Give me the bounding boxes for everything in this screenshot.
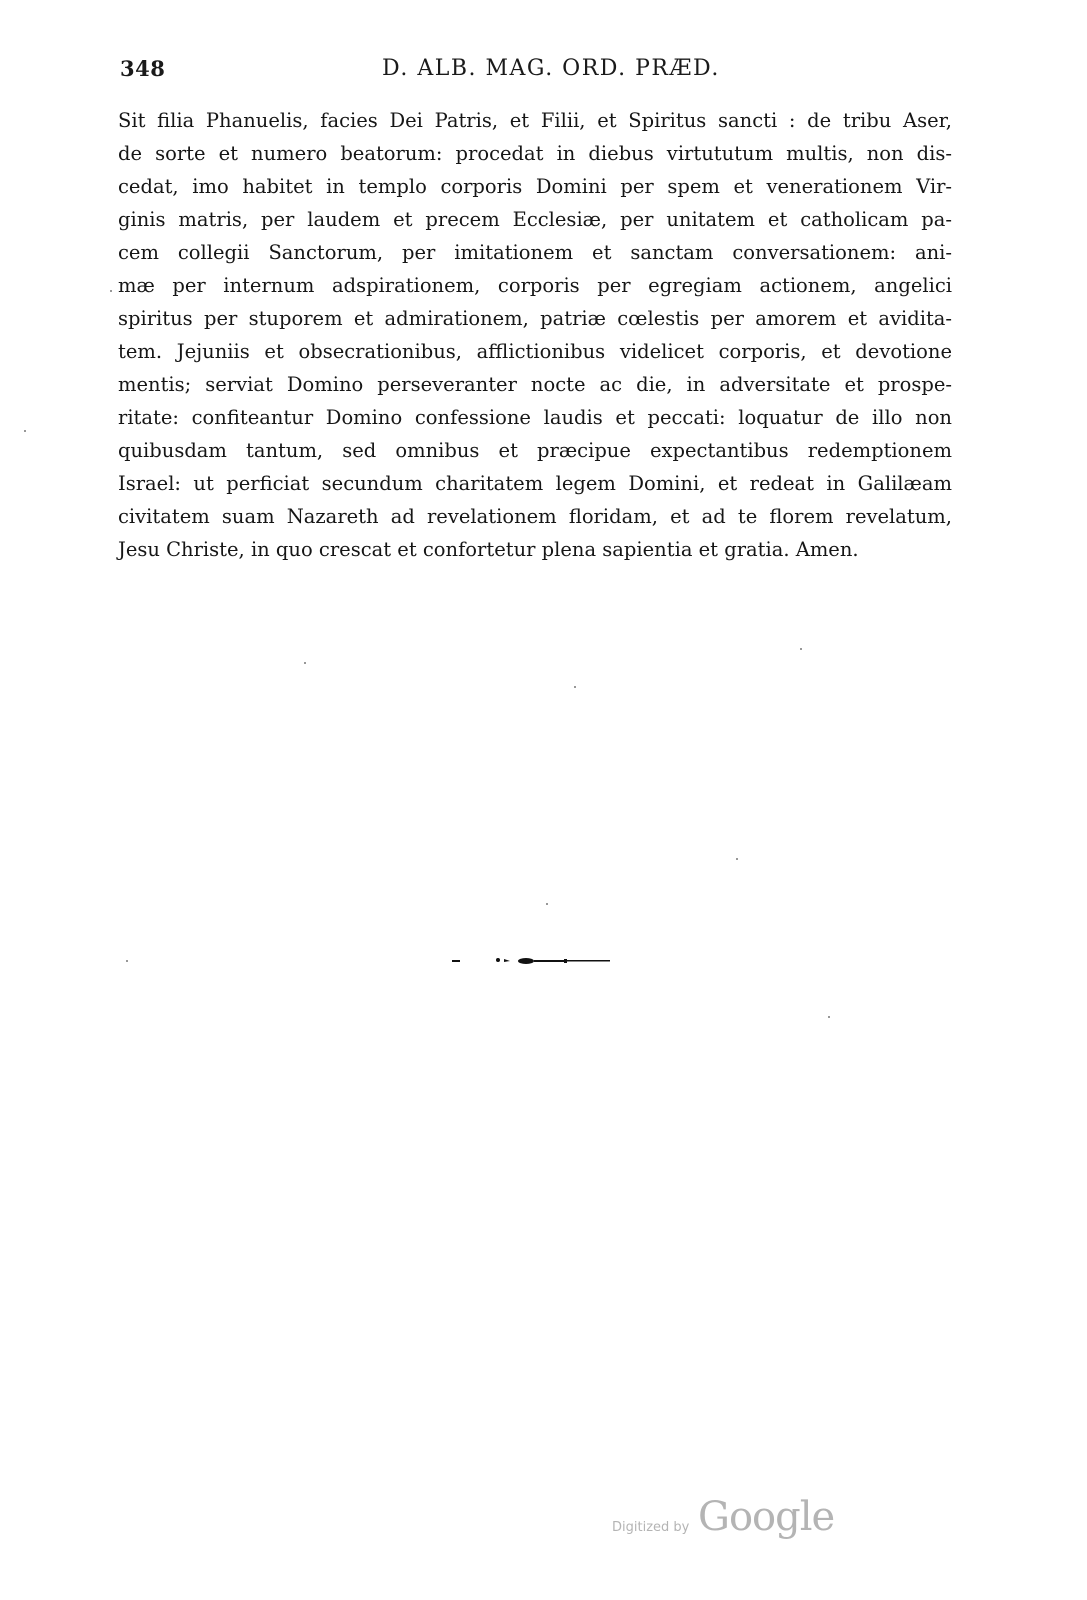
page-number: 348 [120,56,166,81]
text-line: cem collegii Sanctorum, per imitationem et sanctam conversationem: ani- [118,241,952,264]
running-head [120,56,950,92]
body-paragraph [118,104,952,566]
paper-speck [110,290,112,292]
text-line: ritate: confiteantur Domino confessione laudis et peccati: loquatur de illo non [118,406,952,429]
paper-speck [736,858,738,860]
text-line: de sorte et numero beatorum: procedat in diebus virtututum multis, non dis- [118,142,952,165]
paper-speck [304,662,306,664]
text-line: ginis matris, per laudem et precem Ecclesiæ, per unitatem et catholicam pa- [118,208,952,231]
text-line: Jesu Christe, in quo crescat et confortetur plena sapientia et gratia. Amen. [118,538,859,561]
text-line: Israel: ut perficiat secundum charitatem legem Domini, et redeat in Galilæam [118,472,952,495]
running-title: D. ALB. MAG. ORD. PRÆD. [382,56,720,81]
google-logo: Google [698,1494,835,1540]
text-line: quibusdam tantum, sed omnibus et præcipue expectantibus redemptionem [118,439,952,462]
paper-speck [800,648,802,650]
text-line: cedat, imo habitet in templo corporis Domini per spem et venerationem Vir- [118,175,952,198]
text-line: spiritus per stuporem et admirationem, patriæ cœlestis per amorem et avidita- [118,307,952,330]
text-line: civitatem suam Nazareth ad revelationem floridam, et ad te florem revelatum, [118,505,952,528]
paper-speck [574,686,576,688]
text-line: Sit filia Phanuelis, facies Dei Patris, et Filii, et Spiritus sancti : de tribu Aser, [118,109,952,132]
paper-speck [126,960,128,962]
end-ornament [452,953,612,967]
digitized-watermark [612,1494,835,1552]
text-line: mentis; serviat Domino perseveranter nocte ac die, in adversitate et prospe- [118,373,952,396]
paper-speck [828,1016,830,1018]
text-line: mæ per internum adspirationem, corporis per egregiam actionem, angelici [118,274,952,297]
paper-speck [546,903,548,905]
paper-speck [24,430,26,432]
watermark-prefix: Digitized by [612,1520,690,1535]
text-line: tem. Jejuniis et obsecrationibus, afflictionibus videlicet corporis, et devotione [118,340,952,363]
